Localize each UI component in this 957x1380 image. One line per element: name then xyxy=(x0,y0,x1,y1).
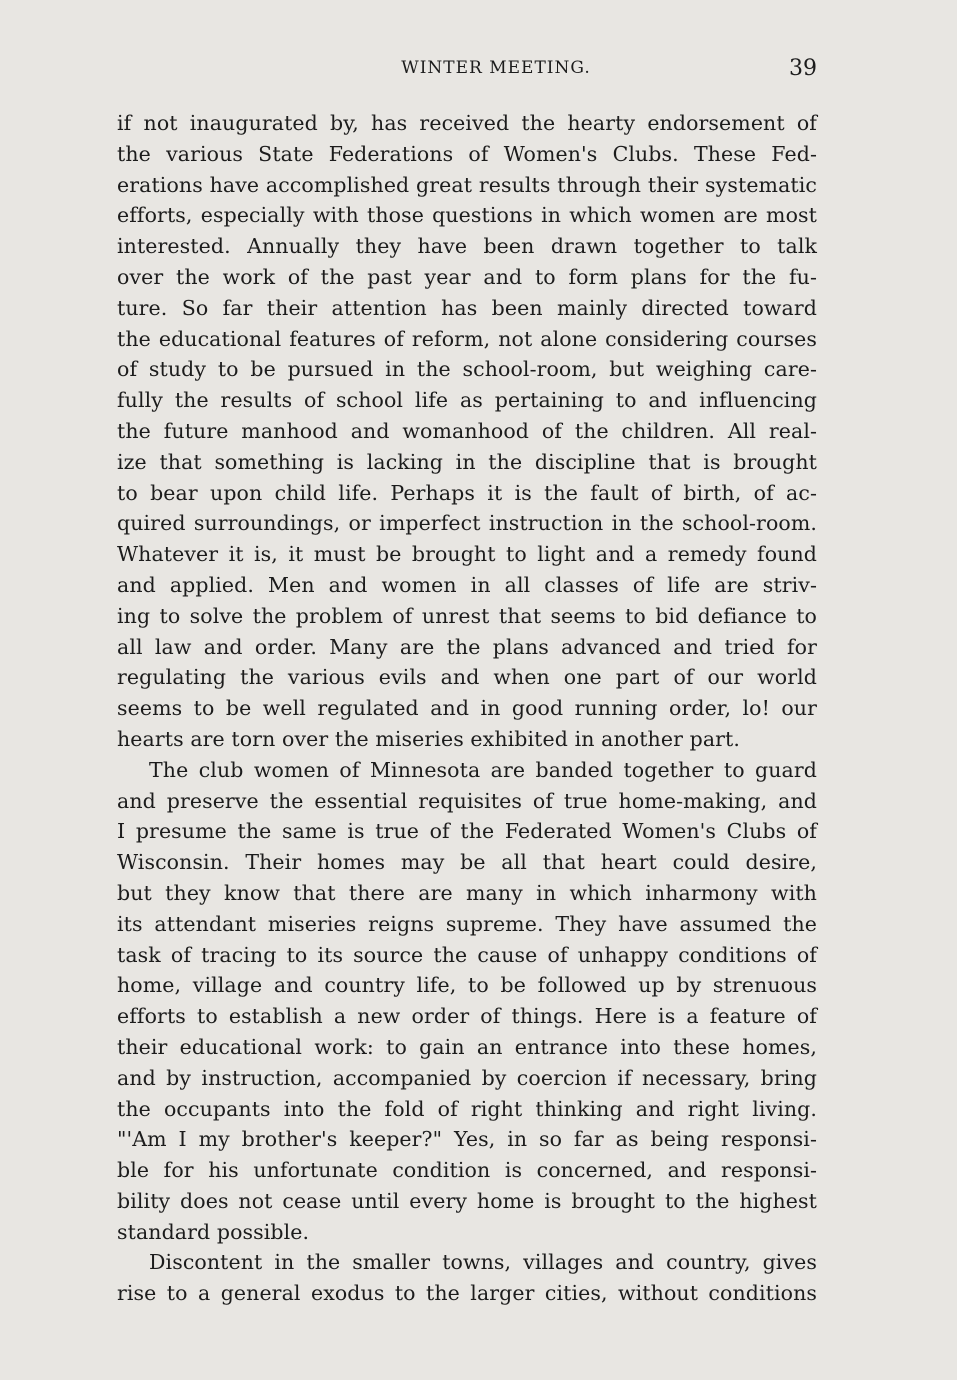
text-line: if not inaugurated by, has received the hearty endorsement of xyxy=(117,111,817,135)
page-number: 39 xyxy=(789,56,817,81)
text-line: its attendant miseries reigns supreme. They have assumed the xyxy=(117,911,817,936)
text-line: and preserve the essential requisites of true home-making, and xyxy=(117,788,817,813)
text-line: standard possible. xyxy=(117,1219,310,1244)
text-line: fully the results of school life as pertaining to and influencing xyxy=(117,388,817,413)
text-line: "'Am I my brother's keeper?" Yes, in so far as being responsi- xyxy=(117,1127,817,1152)
text-line: the educational features of reform, not alone considering courses xyxy=(117,326,817,351)
text-line: ble for his unfortunate condition is concerned, and responsi- xyxy=(117,1158,817,1183)
text-line: rise to a general exodus to the larger cities, without conditions xyxy=(117,1281,817,1306)
text-line: seems to be well regulated and in good running order, lo! our xyxy=(117,696,817,721)
text-line: ing to solve the problem of unrest that seems to bid defiance to xyxy=(117,603,817,628)
running-title: WINTER MEETING. xyxy=(401,58,591,78)
text-line: interested. Annually they have been drawn together to talk xyxy=(117,234,817,259)
text-line: ize that something is lacking in the discipline that is brought xyxy=(117,449,817,474)
text-line: ture. So far their attention has been mainly directed toward xyxy=(117,295,817,320)
paragraph xyxy=(117,1247,817,1309)
text-line: the occupants into the fold of right thinking and right living. xyxy=(117,1096,817,1121)
text-line: the various State Federations of Women's Clubs. These Fed- xyxy=(117,141,817,166)
text-line: and by instruction, accompanied by coercion if necessary, bring xyxy=(117,1065,817,1090)
text-line: efforts to establish a new order of things. Here is a feature of xyxy=(117,1004,817,1029)
paragraph xyxy=(117,755,817,1248)
text-line: task of tracing to its source the cause of unhappy conditions of xyxy=(117,942,817,967)
text-line: Discontent in the smaller towns, villages and country, gives xyxy=(149,1250,817,1275)
text-line: to bear upon child life. Perhaps it is the fault of birth, of ac- xyxy=(117,480,817,505)
text-line: but they know that there are many in which inharmony with xyxy=(117,880,817,905)
text-line: The club women of Minnesota are banded together to guard xyxy=(149,757,817,782)
text-line: the future manhood and womanhood of the children. All real- xyxy=(117,418,817,443)
text-line: quired surroundings, or imperfect instruction in the school-room. xyxy=(117,511,817,536)
text-line: of study to be pursued in the school-room, but weighing care- xyxy=(117,357,817,382)
text-line: all law and order. Many are the plans advanced and tried for xyxy=(117,634,817,659)
text-line: Wisconsin. Their homes may be all that heart could desire, xyxy=(117,850,817,875)
body-text xyxy=(117,108,817,1309)
text-line: Whatever it is, it must be brought to light and a remedy found xyxy=(117,542,817,567)
text-line: their educational work: to gain an entrance into these homes, xyxy=(117,1034,817,1059)
text-line: and applied. Men and women in all classes of life are striv- xyxy=(117,572,817,597)
text-line: efforts, especially with those questions in which women are most xyxy=(117,203,817,228)
running-header xyxy=(115,58,817,88)
text-line: hearts are torn over the miseries exhibited in another part. xyxy=(117,726,741,751)
text-line: bility does not cease until every home is brought to the highest xyxy=(117,1188,817,1213)
paragraph xyxy=(117,108,817,755)
text-line: over the work of the past year and to form plans for the fu- xyxy=(117,264,817,289)
text-line: regulating the various evils and when one part of our world xyxy=(117,665,817,690)
text-line: erations have accomplished great results through their systematic xyxy=(117,172,817,197)
text-line: home, village and country life, to be followed up by strenuous xyxy=(117,973,817,998)
text-line: I presume the same is true of the Federated Women's Clubs of xyxy=(117,819,817,844)
